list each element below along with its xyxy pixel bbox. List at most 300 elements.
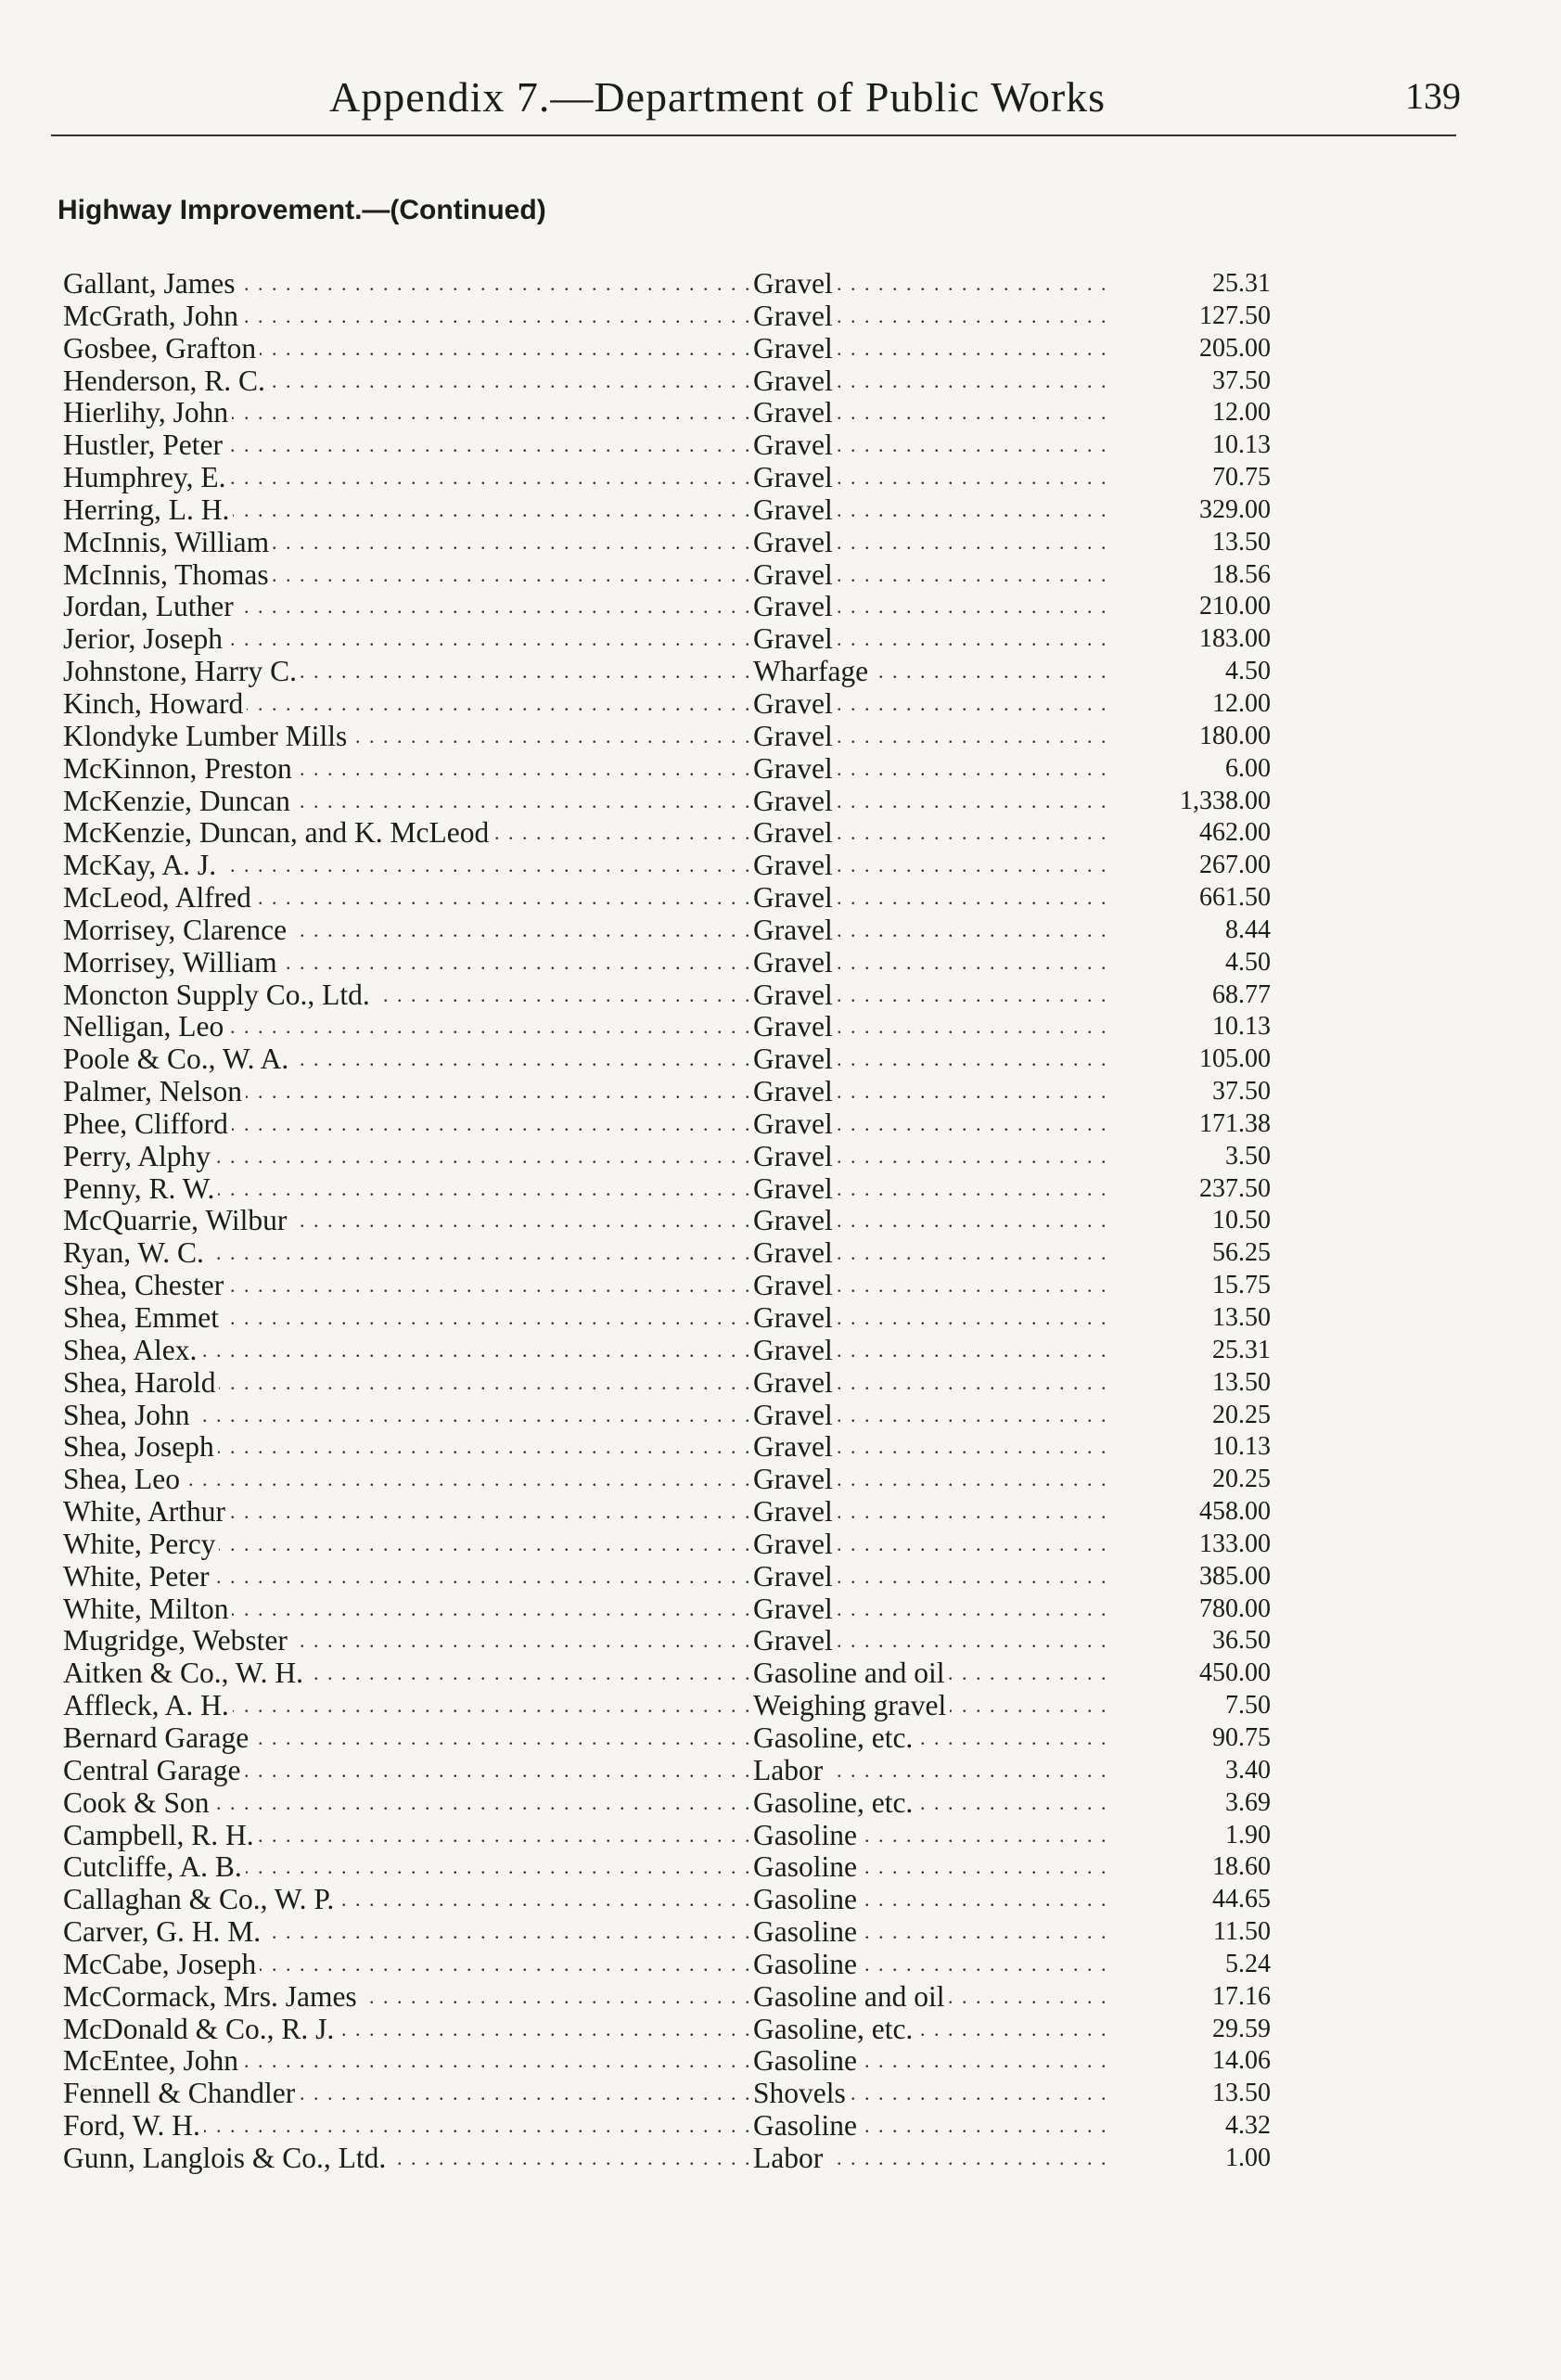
amount: 661.50 — [1199, 883, 1271, 913]
list-item — [0, 753, 1561, 786]
amount: 6.00 — [1225, 753, 1271, 783]
service-description: Gravel — [753, 1593, 837, 1625]
list-item — [0, 623, 1561, 656]
service-description: Gravel — [753, 817, 837, 849]
payee-name: Affleck, A. H. — [63, 1690, 233, 1721]
payee-name-cell — [63, 1593, 749, 1626]
list-item — [0, 979, 1561, 1012]
service-description: Gravel — [753, 721, 837, 752]
list-item — [0, 527, 1561, 559]
payee-name-cell — [63, 688, 749, 721]
list-item — [0, 915, 1561, 947]
amount: 13.50 — [1212, 527, 1271, 557]
payee-name: Penny, R. W. — [63, 1173, 218, 1205]
payee-name: McQuarrie, Wilbur — [63, 1205, 290, 1236]
service-description: Gravel — [753, 1108, 837, 1140]
service-cell — [753, 1820, 1110, 1852]
amount: 4.32 — [1225, 2111, 1271, 2141]
service-cell — [753, 559, 1110, 592]
header-rule — [51, 134, 1456, 136]
section-heading: Highway Improvement.—(Continued) — [58, 195, 546, 225]
service-description: Gravel — [753, 753, 837, 785]
amount: 29.59 — [1212, 2014, 1271, 2043]
payee-name-cell — [63, 1076, 749, 1108]
amount: 7.50 — [1225, 1691, 1271, 1721]
payee-name: McKay, A. J. — [63, 850, 220, 881]
list-item — [0, 2078, 1561, 2110]
payee-name: Johnstone, Harry C. — [63, 656, 301, 687]
payee-name-cell — [63, 1949, 749, 1981]
service-cell — [753, 1237, 1110, 1270]
amount: 13.50 — [1212, 1367, 1271, 1397]
payee-name-cell — [63, 753, 749, 786]
payee-name-cell — [63, 2110, 749, 2143]
service-cell — [753, 1981, 1110, 2014]
payee-name: Perry, Alphy — [63, 1141, 214, 1172]
service-description: Gravel — [753, 1173, 837, 1205]
amount: 5.24 — [1225, 1949, 1271, 1978]
amount: 90.75 — [1212, 1722, 1271, 1752]
list-item — [0, 1431, 1561, 1464]
payee-name-cell — [63, 2078, 749, 2110]
service-cell — [753, 1593, 1110, 1626]
service-description: Gravel — [753, 1302, 837, 1334]
list-item — [0, 656, 1561, 688]
payee-name-cell — [63, 1400, 749, 1432]
service-description: Gravel — [753, 333, 837, 365]
amount: 10.13 — [1212, 1432, 1271, 1462]
service-description: Gravel — [753, 1043, 837, 1075]
service-cell — [753, 979, 1110, 1012]
amount: 70.75 — [1212, 463, 1271, 493]
list-item — [0, 559, 1561, 592]
service-description: Gravel — [753, 882, 837, 914]
service-description: Gasoline — [753, 1884, 861, 1915]
service-description: Labor — [753, 1755, 826, 1786]
service-description: Gravel — [753, 1367, 837, 1399]
amount: 180.00 — [1199, 721, 1271, 750]
list-item — [0, 1011, 1561, 1043]
list-item — [0, 1270, 1561, 1302]
service-cell — [753, 462, 1110, 494]
payee-name: Carver, G. H. M. — [63, 1916, 264, 1948]
list-item — [0, 1593, 1561, 1626]
amount: 3.50 — [1225, 1141, 1271, 1171]
payee-name-cell — [63, 979, 749, 1012]
service-cell — [753, 1076, 1110, 1108]
amount: 13.50 — [1212, 2079, 1271, 2108]
service-cell — [753, 1431, 1110, 1464]
payee-name-cell — [63, 365, 749, 398]
list-item — [0, 1981, 1561, 2014]
payee-name-cell — [63, 1657, 749, 1690]
service-cell — [753, 1916, 1110, 1949]
amount: 68.77 — [1212, 979, 1271, 1009]
list-item — [0, 1076, 1561, 1108]
payee-name-cell — [63, 1722, 749, 1755]
list-item — [0, 1335, 1561, 1367]
list-item — [0, 947, 1561, 979]
running-head: Appendix 7.—Department of Public Works — [329, 73, 1107, 121]
amount: 10.13 — [1212, 430, 1271, 460]
amount: 237.50 — [1199, 1173, 1271, 1203]
payee-name: Ford, W. H. — [63, 2110, 204, 2142]
service-cell — [753, 397, 1110, 429]
payee-name: Callaghan & Co., W. P. — [63, 1884, 338, 1915]
service-description: Gasoline and oil — [753, 1981, 948, 2013]
payee-name-cell — [63, 559, 749, 592]
payee-name-cell — [63, 1237, 749, 1270]
payee-name-cell — [63, 333, 749, 365]
payee-name-cell — [63, 947, 749, 979]
payee-name: Shea, Chester — [63, 1270, 227, 1301]
list-item — [0, 1851, 1561, 1884]
payee-name-cell — [63, 656, 749, 688]
list-item — [0, 1529, 1561, 1561]
list-item — [0, 301, 1561, 333]
list-item — [0, 1625, 1561, 1657]
service-cell — [753, 1108, 1110, 1141]
payee-name-cell — [63, 817, 749, 850]
service-description: Gravel — [753, 1464, 837, 1495]
list-item — [0, 2045, 1561, 2078]
service-description: Gravel — [753, 1335, 837, 1366]
list-item — [0, 462, 1561, 494]
payee-name: Morrisey, William — [63, 947, 281, 979]
service-description: Gasoline — [753, 2045, 861, 2077]
service-description: Wharfage — [753, 656, 872, 687]
payee-name-cell — [63, 1302, 749, 1335]
payee-name: McCormack, Mrs. James — [63, 1981, 361, 2013]
payee-name: Humphrey, E. — [63, 462, 230, 493]
payee-name: McKenzie, Duncan, and K. McLeod — [63, 817, 493, 849]
amount: 10.13 — [1212, 1012, 1271, 1042]
service-description: Gravel — [753, 850, 837, 881]
payee-name: Shea, Harold — [63, 1367, 219, 1399]
amount: 458.00 — [1199, 1497, 1271, 1527]
list-item — [0, 365, 1561, 398]
service-cell — [753, 333, 1110, 365]
list-item — [0, 1173, 1561, 1206]
service-cell — [753, 915, 1110, 947]
service-description: Gasoline — [753, 1851, 861, 1883]
payee-name: Henderson, R. C. — [63, 365, 269, 397]
payee-name: McKinnon, Preston — [63, 753, 296, 785]
amount: 171.38 — [1199, 1108, 1271, 1138]
list-item — [0, 1820, 1561, 1852]
list-item — [0, 429, 1561, 462]
amount: 20.25 — [1212, 1465, 1271, 1494]
service-cell — [753, 1205, 1110, 1237]
page-number: 139 — [1405, 75, 1461, 117]
service-description: Gravel — [753, 494, 837, 526]
payee-name-cell — [63, 1335, 749, 1367]
amount: 36.50 — [1212, 1626, 1271, 1656]
payee-name-cell — [63, 623, 749, 656]
payee-name: Bernard Garage — [63, 1722, 252, 1754]
service-cell — [753, 591, 1110, 623]
amount: 37.50 — [1212, 1077, 1271, 1107]
amount: 25.31 — [1212, 1335, 1271, 1364]
service-description: Gravel — [753, 1141, 837, 1172]
service-cell — [753, 850, 1110, 882]
list-item — [0, 2110, 1561, 2143]
payee-name: McGrath, John — [63, 301, 242, 332]
service-cell — [753, 1657, 1110, 1690]
service-cell — [753, 947, 1110, 979]
service-cell — [753, 1851, 1110, 1884]
service-description: Gravel — [753, 591, 837, 622]
payee-name-cell — [63, 1884, 749, 1916]
service-cell — [753, 786, 1110, 818]
list-item — [0, 1043, 1561, 1076]
payee-name-cell — [63, 1496, 749, 1529]
list-item — [0, 1464, 1561, 1496]
service-cell — [753, 2078, 1110, 2110]
payee-name-cell — [63, 1173, 749, 1206]
service-cell — [753, 721, 1110, 753]
list-item — [0, 1884, 1561, 1916]
payee-name-cell — [63, 721, 749, 753]
service-cell — [753, 2143, 1110, 2175]
payee-name-cell — [63, 494, 749, 527]
service-description: Gravel — [753, 1400, 837, 1431]
service-cell — [753, 1884, 1110, 1916]
list-item — [0, 494, 1561, 527]
payee-name-cell — [63, 397, 749, 429]
service-cell — [753, 268, 1110, 301]
payee-name: McEntee, John — [63, 2045, 242, 2077]
service-description: Gasoline and oil — [753, 1657, 948, 1689]
service-cell — [753, 1400, 1110, 1432]
list-item — [0, 1302, 1561, 1335]
service-cell — [753, 1367, 1110, 1400]
service-description: Gravel — [753, 462, 837, 493]
payee-name: Shea, Emmet — [63, 1302, 223, 1334]
payee-name-cell — [63, 1625, 749, 1657]
service-cell — [753, 623, 1110, 656]
service-cell — [753, 301, 1110, 333]
amount: 3.40 — [1225, 1755, 1271, 1785]
entries-list — [0, 268, 1561, 2175]
list-item — [0, 1367, 1561, 1400]
service-description: Labor — [753, 2143, 826, 2174]
payee-name: Fennell & Chandler — [63, 2078, 299, 2109]
payee-name-cell — [63, 527, 749, 559]
amount: 4.50 — [1225, 657, 1271, 686]
amount: 205.00 — [1199, 333, 1271, 363]
payee-name: White, Milton — [63, 1593, 232, 1625]
payee-name: Campbell, R. H. — [63, 1820, 258, 1851]
payee-name: Herring, L. H. — [63, 494, 233, 526]
payee-name-cell — [63, 1141, 749, 1173]
payee-name: McInnis, William — [63, 527, 273, 558]
amount: 12.00 — [1212, 688, 1271, 718]
service-cell — [753, 753, 1110, 786]
payee-name-cell — [63, 591, 749, 623]
service-description: Gravel — [753, 1431, 837, 1463]
payee-name-cell — [63, 1043, 749, 1076]
amount: 15.75 — [1212, 1271, 1271, 1300]
service-description: Gravel — [753, 786, 837, 817]
amount: 14.06 — [1212, 2046, 1271, 2076]
payee-name: White, Percy — [63, 1529, 219, 1560]
amount: 105.00 — [1199, 1044, 1271, 1074]
amount: 56.25 — [1212, 1238, 1271, 1268]
service-cell — [753, 365, 1110, 398]
amount: 44.65 — [1212, 1885, 1271, 1914]
service-cell — [753, 1270, 1110, 1302]
payee-name-cell — [63, 1787, 749, 1820]
amount: 17.16 — [1212, 1981, 1271, 2011]
service-description: Gravel — [753, 1529, 837, 1560]
service-description: Gravel — [753, 1625, 837, 1657]
payee-name-cell — [63, 1690, 749, 1722]
payee-name: Phee, Clifford — [63, 1108, 232, 1140]
service-cell — [753, 1335, 1110, 1367]
amount: 20.25 — [1212, 1400, 1271, 1429]
payee-name: Ryan, W. C. — [63, 1237, 208, 1269]
payee-name-cell — [63, 1981, 749, 2014]
amount: 4.50 — [1225, 947, 1271, 977]
amount: 329.00 — [1199, 494, 1271, 524]
service-description: Gasoline, etc. — [753, 1722, 916, 1754]
amount: 12.00 — [1212, 398, 1271, 428]
amount: 127.50 — [1199, 301, 1271, 330]
amount: 1.00 — [1225, 2143, 1271, 2172]
list-item — [0, 591, 1561, 623]
service-description: Gravel — [753, 429, 837, 461]
service-description: Gasoline, etc. — [753, 1787, 916, 1819]
amount: 11.50 — [1213, 1917, 1271, 1947]
payee-name: Cutcliffe, A. B. — [63, 1851, 246, 1883]
service-cell — [753, 1787, 1110, 1820]
service-description: Gravel — [753, 623, 837, 655]
payee-name: Palmer, Nelson — [63, 1076, 246, 1107]
service-description: Gravel — [753, 1011, 837, 1043]
service-description: Shovels — [753, 2078, 850, 2109]
payee-name-cell — [63, 1916, 749, 1949]
service-cell — [753, 656, 1110, 688]
service-cell — [753, 1690, 1110, 1722]
payee-name: McKenzie, Duncan — [63, 786, 294, 817]
amount: 210.00 — [1199, 592, 1271, 621]
amount: 183.00 — [1199, 624, 1271, 654]
payee-name: McDonald & Co., R. J. — [63, 2014, 338, 2045]
amount: 133.00 — [1199, 1529, 1271, 1558]
list-item — [0, 1237, 1561, 1270]
service-cell — [753, 527, 1110, 559]
service-cell — [753, 817, 1110, 850]
service-description: Gasoline, etc. — [753, 2014, 916, 2045]
service-description: Gasoline — [753, 2110, 861, 2142]
payee-name: Shea, Joseph — [63, 1431, 218, 1463]
service-cell — [753, 2014, 1110, 2046]
service-cell — [753, 494, 1110, 527]
list-item — [0, 1916, 1561, 1949]
amount: 267.00 — [1199, 851, 1271, 880]
service-cell — [753, 1464, 1110, 1496]
amount: 25.31 — [1212, 269, 1271, 298]
payee-name: Cook & Son — [63, 1787, 213, 1819]
payee-name: Shea, Alex. — [63, 1335, 200, 1366]
list-item — [0, 1722, 1561, 1755]
payee-name: Shea, John — [63, 1400, 194, 1431]
service-description: Gravel — [753, 915, 837, 946]
service-description: Gravel — [753, 301, 837, 332]
payee-name: Jerior, Joseph — [63, 623, 226, 655]
amount: 18.60 — [1212, 1852, 1271, 1882]
payee-name-cell — [63, 462, 749, 494]
service-description: Gravel — [753, 1237, 837, 1269]
service-cell — [753, 1011, 1110, 1043]
amount: 13.50 — [1212, 1303, 1271, 1332]
list-item — [0, 817, 1561, 850]
amount: 780.00 — [1199, 1593, 1271, 1623]
list-item — [0, 1108, 1561, 1141]
amount: 1.90 — [1225, 1820, 1271, 1849]
payee-name: Gunn, Langlois & Co., Ltd. — [63, 2143, 390, 2174]
payee-name: White, Arthur — [63, 1496, 229, 1528]
service-description: Gravel — [753, 979, 837, 1011]
payee-name: McCabe, Joseph — [63, 1949, 260, 1980]
payee-name-cell — [63, 786, 749, 818]
payee-name-cell — [63, 1270, 749, 1302]
list-item — [0, 721, 1561, 753]
list-item — [0, 882, 1561, 915]
service-cell — [753, 429, 1110, 462]
service-description: Gasoline — [753, 1916, 861, 1948]
service-cell — [753, 1141, 1110, 1173]
payee-name: Mugridge, Webster — [63, 1625, 291, 1657]
list-item — [0, 688, 1561, 721]
service-description: Gravel — [753, 559, 837, 591]
service-cell — [753, 1949, 1110, 1981]
service-description: Gravel — [753, 947, 837, 979]
service-cell — [753, 882, 1110, 915]
payee-name-cell — [63, 1755, 749, 1787]
payee-name: Aitken & Co., W. H. — [63, 1657, 307, 1689]
payee-name-cell — [63, 301, 749, 333]
amount: 462.00 — [1199, 818, 1271, 848]
payee-name: Jordan, Luther — [63, 591, 237, 622]
service-cell — [753, 1173, 1110, 1206]
service-cell — [753, 1625, 1110, 1657]
payee-name-cell — [63, 2045, 749, 2078]
payee-name-cell — [63, 1205, 749, 1237]
service-cell — [753, 2045, 1110, 2078]
list-item — [0, 333, 1561, 365]
payee-name: Hierlihy, John — [63, 397, 232, 429]
service-cell — [753, 1043, 1110, 1076]
service-cell — [753, 1302, 1110, 1335]
service-description: Gravel — [753, 1561, 837, 1593]
list-item — [0, 850, 1561, 882]
service-description: Gravel — [753, 397, 837, 429]
service-description: Gravel — [753, 1496, 837, 1528]
list-item — [0, 1561, 1561, 1593]
service-description: Gravel — [753, 365, 837, 397]
payee-name-cell — [63, 1431, 749, 1464]
service-cell — [753, 688, 1110, 721]
list-item — [0, 1755, 1561, 1787]
payee-name: Gosbee, Grafton — [63, 333, 260, 365]
payee-name-cell — [63, 882, 749, 915]
amount: 37.50 — [1212, 365, 1271, 395]
list-item — [0, 1949, 1561, 1981]
service-cell — [753, 1722, 1110, 1755]
list-item — [0, 2143, 1561, 2175]
